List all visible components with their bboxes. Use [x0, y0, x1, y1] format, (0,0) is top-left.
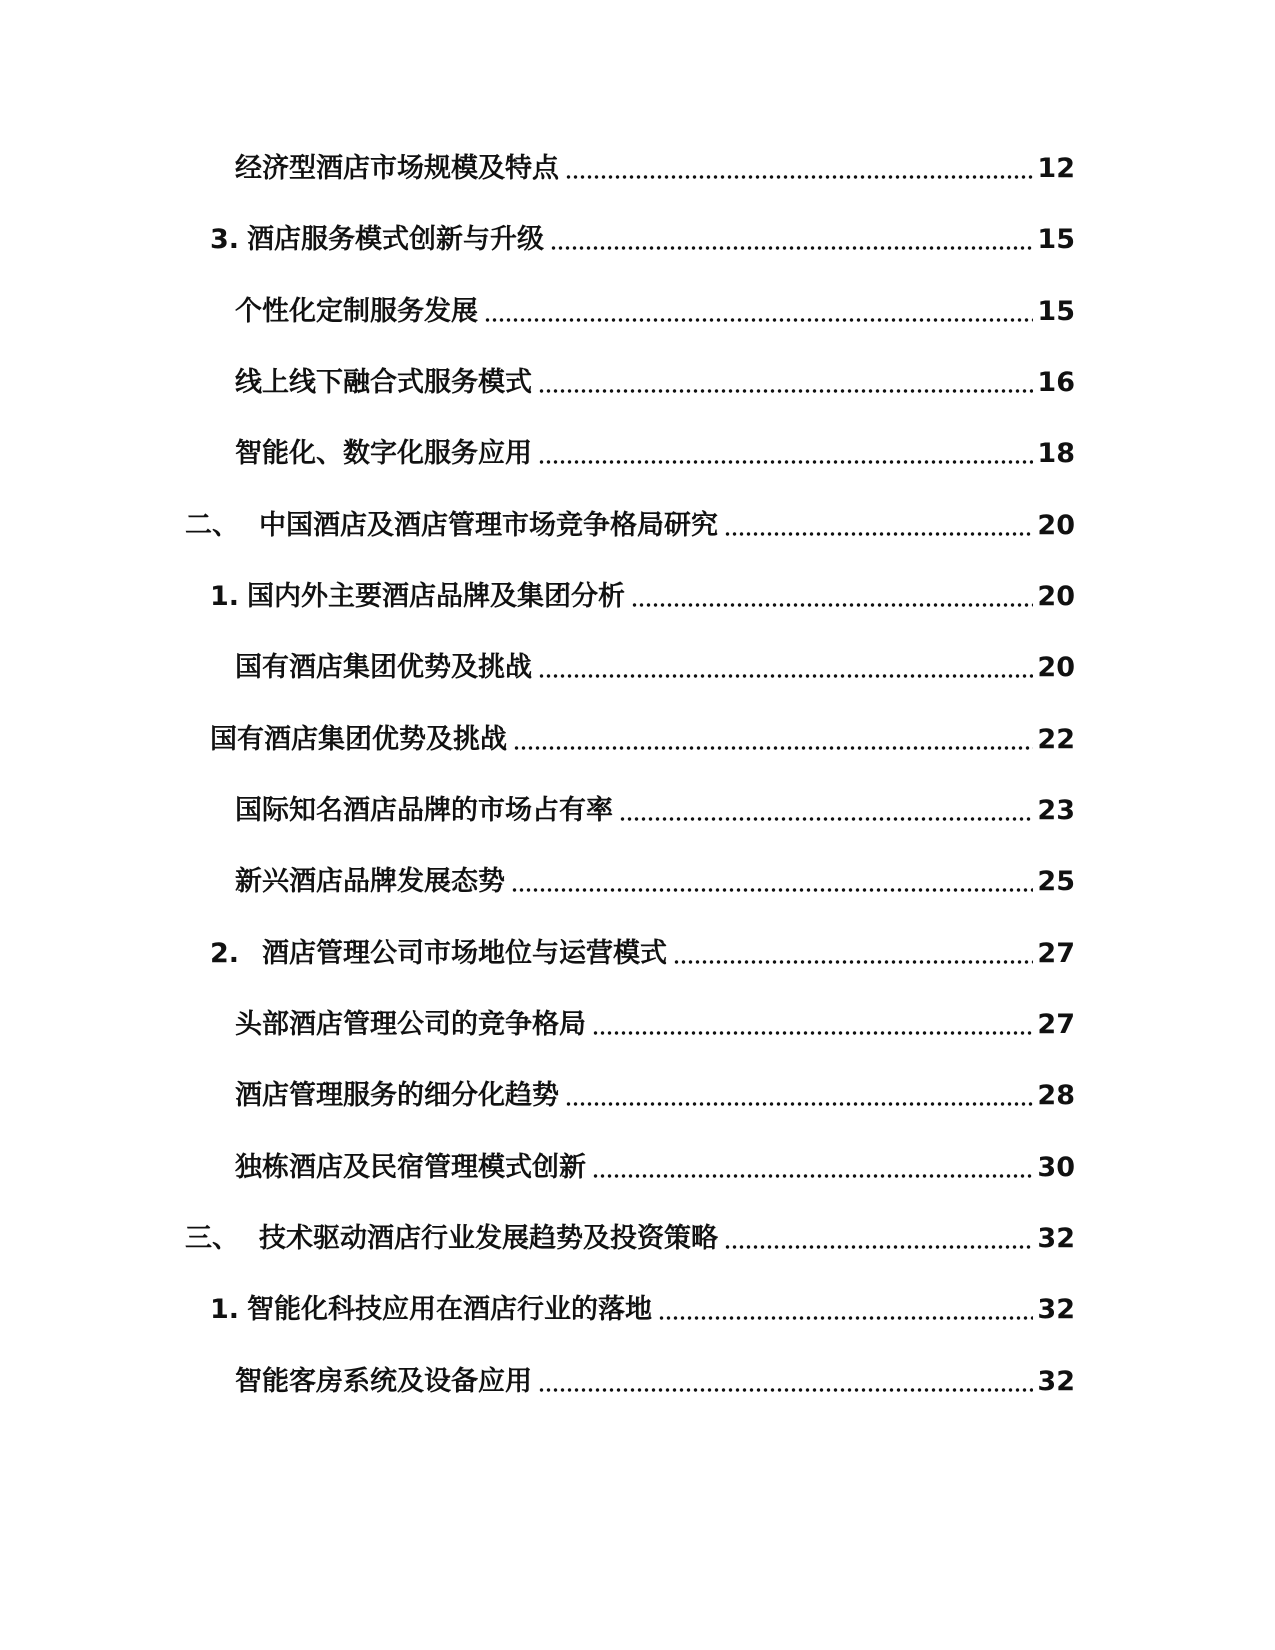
toc-entry-page: 25	[1037, 866, 1075, 897]
toc-entry-title: 酒店管理服务的细分化趋势	[235, 1080, 559, 1111]
toc-entry-page: 20	[1037, 581, 1075, 612]
toc-entry[interactable]	[210, 934, 1075, 974]
dot-leader	[673, 959, 1033, 965]
toc-entry[interactable]	[235, 1076, 1075, 1116]
toc-entry-title: 酒店管理公司市场地位与运营模式	[262, 938, 667, 969]
toc-entry-page: 32	[1037, 1223, 1075, 1254]
dot-leader	[511, 887, 1033, 893]
dot-leader	[619, 816, 1033, 822]
toc-entry-number: 二、	[185, 510, 239, 541]
dot-leader	[565, 174, 1033, 180]
toc-entry-number: 3.	[210, 224, 240, 255]
toc-entry-title: 智能客房系统及设备应用	[235, 1366, 532, 1397]
toc-entry-number: 1.	[210, 1294, 240, 1325]
toc-entry[interactable]	[210, 1290, 1075, 1330]
toc-entry-page: 28	[1037, 1080, 1075, 1111]
toc-entry-number: 1.	[210, 581, 240, 612]
toc-entry-page: 20	[1037, 510, 1075, 541]
toc-entry[interactable]	[235, 1005, 1075, 1045]
toc-entry-number: 2.	[210, 938, 240, 969]
toc-entry-page: 18	[1037, 438, 1075, 469]
toc-entry[interactable]	[235, 791, 1075, 831]
toc-entry[interactable]	[235, 648, 1075, 688]
toc-entry[interactable]	[235, 434, 1075, 474]
toc-entry-page: 27	[1037, 938, 1075, 969]
toc-entry-title: 线上线下融合式服务模式	[235, 367, 532, 398]
toc-entry-chapter[interactable]	[185, 1219, 1075, 1259]
toc-entry[interactable]	[210, 577, 1075, 617]
toc-entry-title: 智能化科技应用在酒店行业的落地	[247, 1294, 653, 1325]
toc-entry[interactable]	[210, 720, 1075, 760]
dot-leader	[538, 1387, 1033, 1393]
dot-leader	[538, 388, 1033, 394]
toc-entry-title: 独栋酒店及民宿管理模式创新	[235, 1152, 586, 1183]
toc-entry-title: 中国酒店及酒店管理市场竞争格局研究	[259, 510, 718, 541]
toc-entry[interactable]	[210, 220, 1075, 260]
toc-entry-page: 15	[1037, 224, 1075, 255]
toc-entry-page: 20	[1037, 652, 1075, 683]
toc-entry-title: 经济型酒店市场规模及特点	[235, 153, 559, 184]
toc-entry-page: 32	[1037, 1294, 1075, 1325]
dot-leader	[592, 1030, 1033, 1036]
toc-entry-page: 30	[1037, 1152, 1075, 1183]
toc-entry-chapter[interactable]	[185, 506, 1075, 546]
toc-entry[interactable]	[235, 862, 1075, 902]
dot-leader	[484, 317, 1033, 323]
dot-leader	[550, 245, 1033, 251]
dot-leader	[538, 459, 1033, 465]
dot-leader	[565, 1101, 1033, 1107]
toc-entry-title: 个性化定制服务发展	[235, 296, 478, 327]
dot-leader	[658, 1315, 1033, 1321]
toc-entry-title: 头部酒店管理公司的竞争格局	[235, 1009, 586, 1040]
toc-entry-title: 新兴酒店品牌发展态势	[235, 866, 505, 897]
dot-leader	[513, 745, 1033, 751]
toc-entry-title: 国有酒店集团优势及挑战	[210, 724, 507, 755]
toc-entry-title: 智能化、数字化服务应用	[235, 438, 532, 469]
toc-entry-page: 22	[1037, 724, 1075, 755]
toc-entry[interactable]	[235, 149, 1075, 189]
toc-entry-page: 27	[1037, 1009, 1075, 1040]
toc-entry-title: 国内外主要酒店品牌及集团分析	[247, 581, 626, 612]
toc-entry-page: 16	[1037, 367, 1075, 398]
toc-entry-title: 技术驱动酒店行业发展趋势及投资策略	[259, 1223, 718, 1254]
toc-entry-number: 三、	[185, 1223, 239, 1254]
toc-entry[interactable]	[235, 292, 1075, 332]
dot-leader	[631, 602, 1033, 608]
toc-entry-page: 15	[1037, 296, 1075, 327]
toc-entry-page: 12	[1037, 153, 1075, 184]
toc-entry[interactable]	[235, 1148, 1075, 1188]
dot-leader	[592, 1173, 1033, 1179]
toc-entry-page: 23	[1037, 795, 1075, 826]
toc-entry-title: 酒店服务模式创新与升级	[247, 224, 545, 255]
dot-leader	[724, 531, 1033, 537]
toc-entry-page: 32	[1037, 1366, 1075, 1397]
dot-leader	[724, 1244, 1033, 1250]
dot-leader	[538, 673, 1033, 679]
toc-entry[interactable]	[235, 363, 1075, 403]
toc-entry-title: 国有酒店集团优势及挑战	[235, 652, 532, 683]
toc-entry[interactable]	[235, 1362, 1075, 1402]
toc-entry-title: 国际知名酒店品牌的市场占有率	[235, 795, 613, 826]
